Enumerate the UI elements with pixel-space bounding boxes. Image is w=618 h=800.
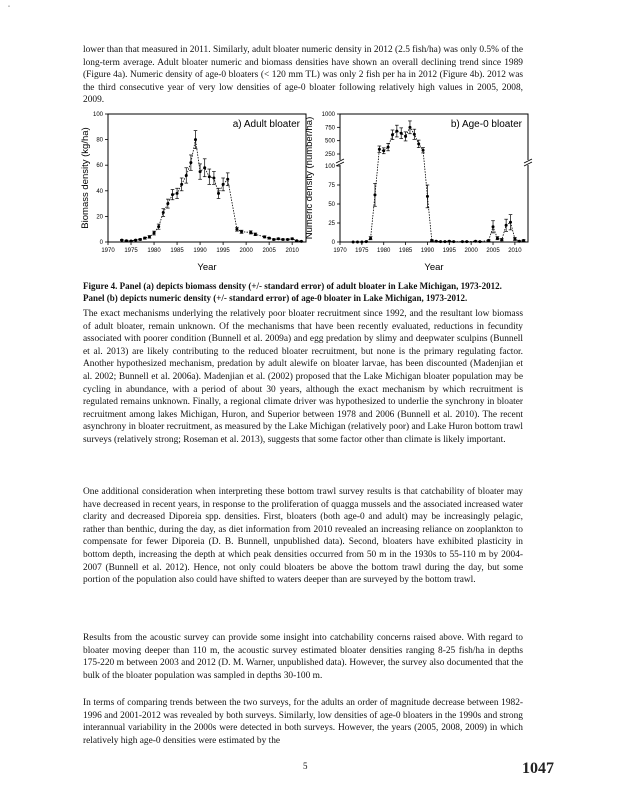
y-tick-label: 100 [92, 112, 103, 118]
data-point [352, 241, 355, 244]
data-point [465, 240, 468, 243]
data-point [430, 239, 433, 242]
paragraph-5: In terms of comparing trends between the two surveys, for the adults an order of magnitude decrease between 1982-1996 and 2001-2012 was revealed by both surveys. Similarly, low densities of age-0 bloaters in the 1990s and strong interannual variability in the 2000s were detected in both surveys. However, the years (2005, 2008, 2009) in which relatively high age-0 densities were estimated by the [83, 698, 523, 746]
data-point [120, 239, 123, 242]
data-point [382, 149, 385, 152]
data-point [435, 240, 438, 243]
data-point [365, 240, 368, 243]
x-tick-label: 1970 [333, 248, 347, 254]
data-point [157, 225, 160, 228]
x-tick-label: 2005 [486, 248, 500, 254]
data-point [153, 232, 156, 235]
data-point [509, 221, 512, 224]
data-point [235, 228, 238, 231]
data-point [391, 133, 394, 136]
y-tick-label: 0 [331, 240, 335, 246]
y-tick-label: 40 [96, 188, 103, 195]
x-tick-label: 1975 [124, 248, 138, 254]
data-point [378, 148, 381, 151]
y-tick-label: 20 [96, 214, 103, 221]
paragraph-1: lower than that measured in 2011. Similarly, adult bloater numeric density in 2012 (2.5 fish/ha) was only 0.5% of the long-term average. Adult bloater numeric and biomass densities have shown an overall declining trend since 1989 (Figure 4a). Numeric density of age-0 bloaters (< 120 mm TL) was only 2 fish per ha in 2012 (Figure 4b). 2012 was the third consecutive year of very low densities of age-0 bloater following relatively high values in 2005, 2008, 2009. [83, 45, 523, 106]
data-point [400, 132, 403, 135]
data-point [281, 238, 284, 241]
x-tick-label: 1990 [420, 248, 435, 254]
paragraph-3: One additional consideration when interpreting these bottom trawl survey results is that catchability of bloater may have decreased in recent years, in response to the proliferation of quagga mussels and the associated increased water clarity and decreased Diporeia spp. densities. First, bloaters (both age-0 and adult) may be increasingly pelagic, rather than benthic, during the day, as diet information from 2010 revealed an increasing reliance on zooplankton to compensate for fewer Diporeia (D. B. Bunnell, unpublished data). Second, bloaters have exhibited plasticity in bottom depth, increasing the depth at which peak densities occurred from 50 m in the 1930s to 55-110 m by 2004-2007 (Bunnell et al. 2012). Hence, not only could bloaters be above the bottom trawl during the day, but some portion of the population also could have shifted to waters deeper than are surveyed by the bottom trawl. [83, 487, 523, 586]
y-tick-label: 25 [328, 221, 335, 227]
data-point [426, 195, 429, 198]
x-axis-title: Year [424, 262, 444, 273]
data-point [125, 239, 128, 242]
x-tick-label: 1995 [442, 248, 456, 254]
y-tick-label: 500 [324, 138, 335, 145]
x-tick-label: 1980 [377, 248, 391, 254]
data-point [130, 239, 133, 242]
data-point [295, 239, 298, 242]
paragraph-2: The exact mechanisms underlying the relatively poor bloater recruitment since 1992, and the resultant low biomass of adult bloater, remain unknown. Of the mechanisms that have been recently evaluated, reductions in fecundity associated with poorer condition (Bunnell et al. 2009a) and egg predation by slimy and deepwater sculpins (Bunnell et al. 2013) are likely contributing to the reduced bloater recruitment, but none is the primary regulating factor. Another hypothesized mechanism, predation by adult alewife on bloater larvae, has been discounted (Madenjian et al. 2002; Bunnell et al. 2006a). Madenjian et al. (2002) proposed that the Lake Michigan bloater population may be cycling in abundance, with a period of about 30 years, although the exact mechanism by which recruitment is regulated remains unknown. Finally, a regional climate driver was hypothesized to underlie the synchrony in bloater recruitment among lakes Michigan, Huron, and Superior between 1978 and 2006 (Bunnell et al. 2010). The recent asynchrony in bloater recruitment, as measured by the Lake Michigan (relatively poor) and Lake Huron bottom trawl surveys (relatively strong; Roseman et al. 2013), suggests that some factor other than climate is likely important. [83, 309, 523, 445]
data-point [513, 237, 516, 240]
figure-4-chart-b [300, 108, 535, 283]
data-point [185, 174, 188, 177]
data-point [356, 241, 359, 244]
data-point [263, 235, 266, 238]
data-point [373, 193, 376, 196]
data-point [203, 166, 206, 169]
data-point [496, 237, 499, 240]
data-point [518, 240, 521, 243]
x-tick-label: 2000 [464, 248, 478, 254]
paragraph-4: Results from the acoustic survey can provide some insight into catchability concerns raised above. With regard to bloater moving deeper than 110 m, the acoustic survey estimated bloater densities ranging 8-25 fish/ha in depths 175-220 m between 2003 and 2012 (D. M. Warner, unpublished data). However, the survey also documented that the bulk of the bloater population was sampled in depths 30-100 m. [83, 633, 523, 681]
data-point [134, 239, 137, 242]
x-tick-label: 2005 [262, 248, 276, 254]
x-tick-label: 1975 [355, 248, 369, 254]
y-axis-title: Numeric density (number/ha) [304, 116, 315, 240]
data-point [189, 161, 192, 164]
y-tick-label: 250 [324, 152, 335, 158]
y-tick-label: 50 [328, 202, 335, 208]
x-tick-label: 1990 [193, 248, 207, 254]
data-point [222, 183, 225, 186]
data-point [500, 238, 503, 241]
data-point [413, 133, 416, 136]
y-tick-label: 100 [324, 164, 335, 170]
data-point [180, 183, 183, 186]
data-point [505, 224, 508, 227]
data-point [478, 240, 481, 243]
data-point [291, 237, 294, 240]
data-point [387, 146, 390, 149]
data-point [176, 192, 179, 195]
data-point [139, 238, 142, 241]
data-point [217, 192, 220, 195]
data-point [171, 193, 174, 196]
plot-frame [108, 114, 306, 242]
y-tick-label: 750 [324, 125, 335, 132]
data-point [461, 240, 464, 243]
data-point [492, 225, 495, 228]
data-point [452, 240, 455, 243]
data-point [474, 240, 477, 243]
data-point [208, 175, 211, 178]
data-point [522, 239, 525, 242]
data-point [422, 149, 425, 152]
y-tick-label: 0 [99, 240, 103, 246]
data-point [212, 177, 215, 180]
y-tick-label: 60 [96, 163, 103, 170]
x-tick-label: 1995 [216, 248, 230, 254]
data-point [439, 240, 442, 243]
data-point [249, 231, 252, 234]
data-point [404, 135, 407, 138]
data-point [148, 235, 151, 238]
data-point [487, 239, 490, 242]
page-number: 5 [303, 761, 308, 771]
data-point [162, 211, 165, 214]
y-tick-label: 75 [328, 183, 335, 189]
x-tick-label: 1985 [398, 248, 413, 254]
figure-caption: Figure 4. Panel (a) depicts biomass density (+/- standard error) of adult bloater in Lake Michigan, 1973-2012. Panel (b) depicts numeric density (+/- standard error) of age-0 bloater in Lake Michigan, 1973-2012. [83, 281, 502, 303]
data-point [448, 240, 451, 243]
x-tick-label: 1985 [170, 248, 184, 254]
x-tick-label: 1980 [147, 248, 161, 254]
data-point [360, 241, 363, 244]
page-stamp: 1047 [522, 760, 554, 777]
data-point [226, 178, 229, 181]
series-line [122, 140, 302, 242]
chart-title: a) Adult bloater [232, 119, 300, 130]
data-point [254, 233, 257, 236]
y-axis-title: Biomass density (kg/ha) [80, 127, 91, 229]
x-tick-label: 2010 [508, 248, 522, 254]
x-axis-title: Year [197, 262, 217, 273]
series-line [353, 127, 524, 242]
x-tick-label: 2010 [285, 248, 299, 254]
x-tick-label: 2000 [239, 248, 253, 254]
figure-4-chart-a [78, 108, 313, 283]
data-point [272, 238, 275, 241]
data-point [369, 237, 372, 240]
plot-frame [340, 114, 528, 242]
data-point [443, 240, 446, 243]
data-point [268, 237, 271, 240]
x-tick-label: 1970 [101, 248, 115, 254]
y-tick-label: 80 [96, 137, 103, 144]
data-point [240, 230, 243, 233]
data-point [194, 138, 197, 141]
data-point [417, 142, 420, 145]
data-point [199, 170, 202, 173]
data-point [166, 202, 169, 205]
corner-mark: ˘ [8, 6, 10, 12]
data-point [395, 130, 398, 133]
y-tick-label: 1000 [321, 112, 335, 118]
chart-title: b) Age-0 bloater [450, 119, 522, 130]
data-point [286, 238, 289, 241]
data-point [408, 126, 411, 129]
data-point [277, 237, 280, 240]
data-point [143, 237, 146, 240]
